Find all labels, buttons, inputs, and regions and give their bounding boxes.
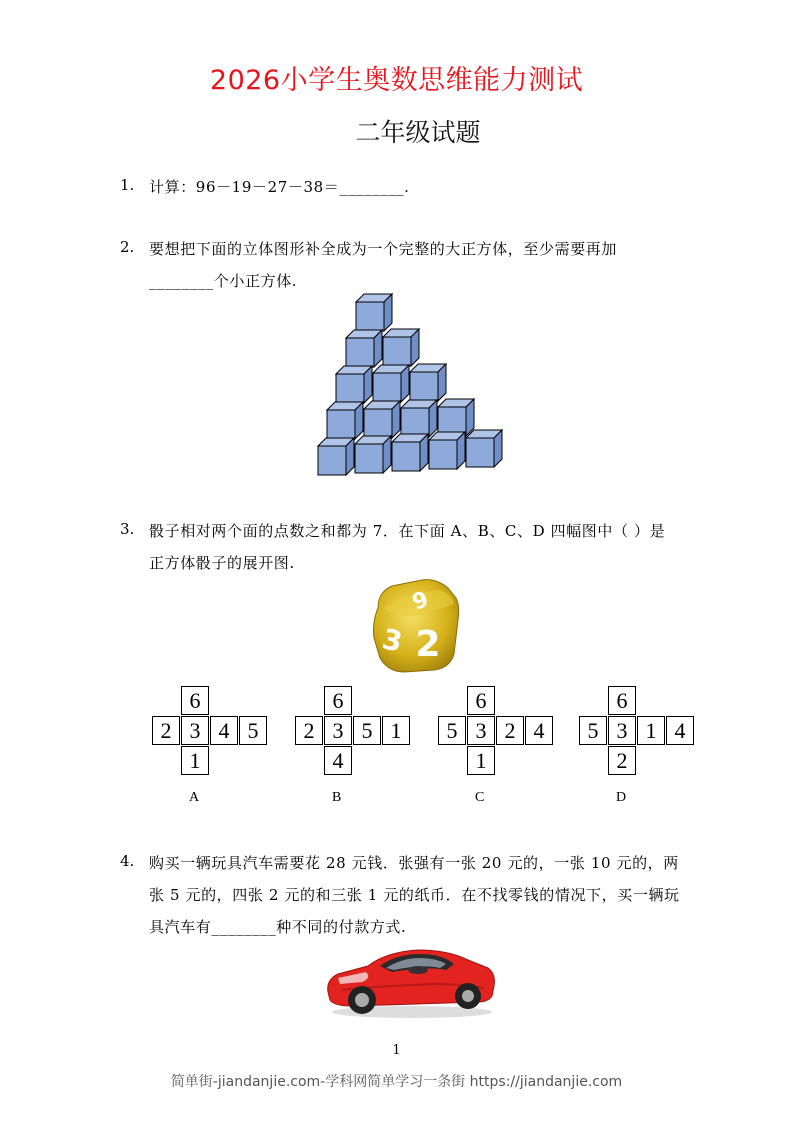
option-label: B [332, 790, 342, 805]
die-face-right: 2 [415, 624, 441, 665]
question-4-text-line-3: 具汽车有________种不同的付款方式. [149, 918, 407, 936]
toy-car-picture [322, 944, 498, 1022]
net-face-row: 1 [637, 716, 665, 745]
net-face-row: 4 [210, 716, 238, 745]
net-face-row: 2 [496, 716, 524, 745]
net-face-top: 6 [467, 686, 495, 715]
small-cube [429, 432, 465, 469]
net-face-row: 2 [295, 716, 323, 745]
net-face-row: 5 [353, 716, 381, 745]
question-4-number: 4. [120, 852, 135, 870]
small-cube [410, 364, 446, 401]
net-face-row: 4 [666, 716, 694, 745]
net-face-bottom: 2 [608, 746, 636, 775]
page-title: 2026小学生奥数思维能力测试 [209, 65, 584, 96]
question-4-text-line-1: 购买一辆玩具汽车需要花 28 元钱．张强有一张 20 元的，一张 10 元的，两 [149, 854, 679, 872]
small-cube [336, 366, 372, 403]
question-3-number: 3. [120, 520, 135, 538]
net-face-row: 5 [579, 716, 607, 745]
net-face-row: 3 [608, 716, 636, 745]
net-face-top: 6 [181, 686, 209, 715]
net-face-row: 3 [467, 716, 495, 745]
small-cube [392, 434, 428, 471]
small-cube [356, 294, 392, 331]
option-label: D [616, 790, 627, 805]
net-face-bottom: 1 [181, 746, 209, 775]
net-face-row: 5 [239, 716, 267, 745]
small-cube [438, 399, 474, 436]
small-cube [364, 401, 400, 438]
die-face-left: 3 [379, 622, 406, 659]
option-label: A [189, 790, 200, 805]
net-face-top: 6 [324, 686, 352, 715]
small-cube [383, 329, 419, 366]
net-face-row: 2 [152, 716, 180, 745]
page-subtitle: 二年级试题 [355, 118, 481, 147]
net-face-row: 3 [181, 716, 209, 745]
small-cube [401, 400, 437, 437]
question-2-number: 2. [120, 238, 135, 256]
net-face-bottom: 1 [467, 746, 495, 775]
net-face-row: 3 [324, 716, 352, 745]
question-1-text: 计算：96－19－27－38＝________. [149, 178, 410, 196]
net-face-bottom: 4 [324, 746, 352, 775]
question-1-number: 1. [120, 176, 135, 194]
die-face-top: 6 [408, 584, 431, 613]
small-cube [346, 330, 382, 367]
question-3-text-line-1: 骰子相对两个面的点数之和都为 7．在下面 A、B、C、D 四幅图中（ ）是 [149, 522, 666, 540]
small-cube [355, 436, 391, 473]
question-2-text-line-2: ________个小正方体. [149, 272, 298, 290]
small-cube [466, 430, 502, 467]
net-face-row: 1 [382, 716, 410, 745]
page-number: 1 [392, 1043, 401, 1058]
option-label: C [475, 790, 485, 805]
net-face-row: 5 [438, 716, 466, 745]
question-4-text-line-2: 张 5 元的，四张 2 元的和三张 1 元的纸币．在不找零钱的情况下，买一辆玩 [149, 886, 680, 904]
net-face-row: 4 [525, 716, 553, 745]
question-2-text-line-1: 要想把下面的立体图形补全成为一个完整的大正方体，至少需要再加 [149, 240, 618, 258]
net-face-top: 6 [608, 686, 636, 715]
small-cube [373, 365, 409, 402]
small-cube [318, 438, 354, 475]
small-cube [327, 402, 363, 439]
die-picture [370, 578, 460, 674]
question-3-text-line-2: 正方体骰子的展开图. [149, 554, 295, 572]
footer-watermark: 简单街-jiandanjie.com-学科网简单学习一条街 https://jiandanjie.com [170, 1074, 623, 1090]
cube-stack-figure [300, 292, 520, 487]
